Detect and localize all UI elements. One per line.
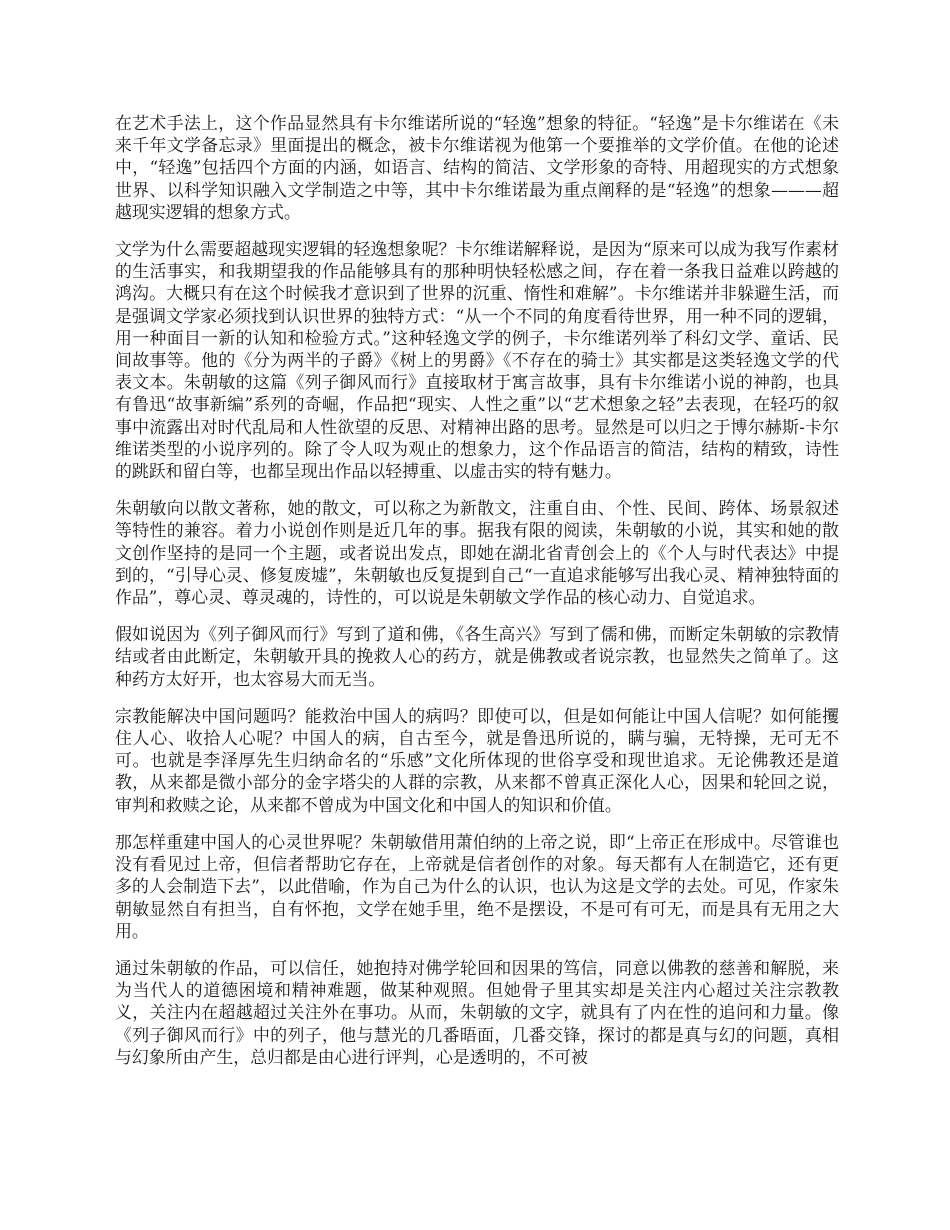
- paragraph-5: 宗教能解决中国问题吗？能救治中国人的病吗？即使可以，但是如何能让中国人信呢？如何能攫住人心、收拾人心呢？中国人的病，自古至今，就是鲁迅所说的，瞒与骗，无特操，无可无不可。也就是李泽厚先生归纳命名的“乐感”文化所体现的世俗享受和现世追求。无论佛教还是道教，从来都是微小部分的金字塔尖的人群的宗教，从来都不曾真正深化人心，因果和轮回之说，审判和救赎之论，从来都不曾成为中国文化和中国人的知识和价值。: [115, 705, 839, 815]
- paragraph-2: 文学为什么需要超越现实逻辑的轻逸想象呢？卡尔维诺解释说，是因为“原来可以成为我写作素材的生活事实，和我期望我的作品能够具有的那种明快轻松感之间，存在着一条我日益难以跨越的鸿沟。大概只有在这个时候我才意识到了世界的沉重、惰性和难解”。卡尔维诺并非躲避生活，而是强调文学家必须找到认识世界的独特方式：“从一个不同的角度看待世界，用一种不同的逻辑，用一种面目一新的认知和检验方式。”这种轻逸文学的例子，卡尔维诺列举了科幻文学、童话、民间故事等。他的《分为两半的子爵》《树上的男爵》《不存在的骑士》其实都是这类轻逸文学的代表文本。朱朝敏的这篇《列子御风而行》直接取材于寓言故事，具有卡尔维诺小说的神韵，也具有鲁迅“故事新编”系列的奇崛，作品把“现实、人性之重”以“艺术想象之轻”去表现，在轻巧的叙事中流露出对时代乱局和人性欲望的反思、对精神出路的思考。显然是可以归之于博尔赫斯-卡尔维诺类型的小说序列的。除了令人叹为观止的想象力，这个作品语言的简洁，结构的精致，诗性的跳跃和留白等，也都呈现出作品以轻搏重、以虚击实的特有魅力。: [115, 239, 839, 482]
- paragraph-7: 通过朱朝敏的作品，可以信任，她抱持对佛学轮回和因果的笃信，同意以佛教的慈善和解脱，来为当代人的道德困境和精神难题，做某种观照。但她骨子里其实却是关注内心超过关注宗教教义，关注内在超越超过关注外在事功。从而，朱朝敏的文字，就具有了内在性的追问和力量。像《列子御风而行》中的列子，他与慧光的几番晤面，几番交锋，探讨的都是真与幻的问题，真相与幻象所由产生，总归都是由心进行评判，心是透明的，不可被: [115, 957, 839, 1067]
- document-body: [115, 112, 839, 1083]
- paragraph-4: 假如说因为《列子御风而行》写到了道和佛，《各生高兴》写到了儒和佛，而断定朱朝敏的宗教情结或者由此断定，朱朝敏开具的挽救人心的药方，就是佛教或者说宗教，也显然失之简单了。这种药方太好开，也太容易大而无当。: [115, 624, 839, 689]
- paragraph-3: 朱朝敏向以散文著称，她的散文，可以称之为新散文，注重自由、个性、民间、跨体、场景叙述等特性的兼容。着力小说创作则是近几年的事。据我有限的阅读，朱朝敏的小说，其实和她的散文创作坚持的是同一个主题，或者说出发点，即她在湖北省青创会上的《个人与时代表达》中提到的，“引导心灵、修复废墟”，朱朝敏也反复提到自己“一直追求能够写出我心灵、精神独特面的作品”，尊心灵、尊灵魂的，诗性的，可以说是朱朝敏文学作品的核心动力、自觉追求。: [115, 498, 839, 608]
- paragraph-1: 在艺术手法上，这个作品显然具有卡尔维诺所说的“轻逸”想象的特征。“轻逸”是卡尔维诺在《未来千年文学备忘录》里面提出的概念，被卡尔维诺视为他第一个要推举的文学价值。在他的论述中，“轻逸”包括四个方面的内涵，如语言、结构的简洁、文学形象的奇特、用超现实的方式想象世界、以科学知识融入文学制造之中等，其中卡尔维诺最为重点阐释的是“轻逸”的想象———超越现实逻辑的想象方式。: [115, 113, 839, 222]
- paragraph-6: 那怎样重建中国人的心灵世界呢？朱朝敏借用萧伯纳的上帝之说，即“上帝正在形成中。尽管谁也没有看见过上帝，但信者帮助它存在，上帝就是信者创作的对象。每天都有人在制造它，还有更多的人会制造下去”，以此借喻，作为自己为什么的认识，也认为这是文学的去处。可见，作家朱朝敏显然自有担当，自有怀抱，文学在她手里，绝不是摆设，不是可有可无，而是具有无用之大用。: [115, 831, 839, 941]
